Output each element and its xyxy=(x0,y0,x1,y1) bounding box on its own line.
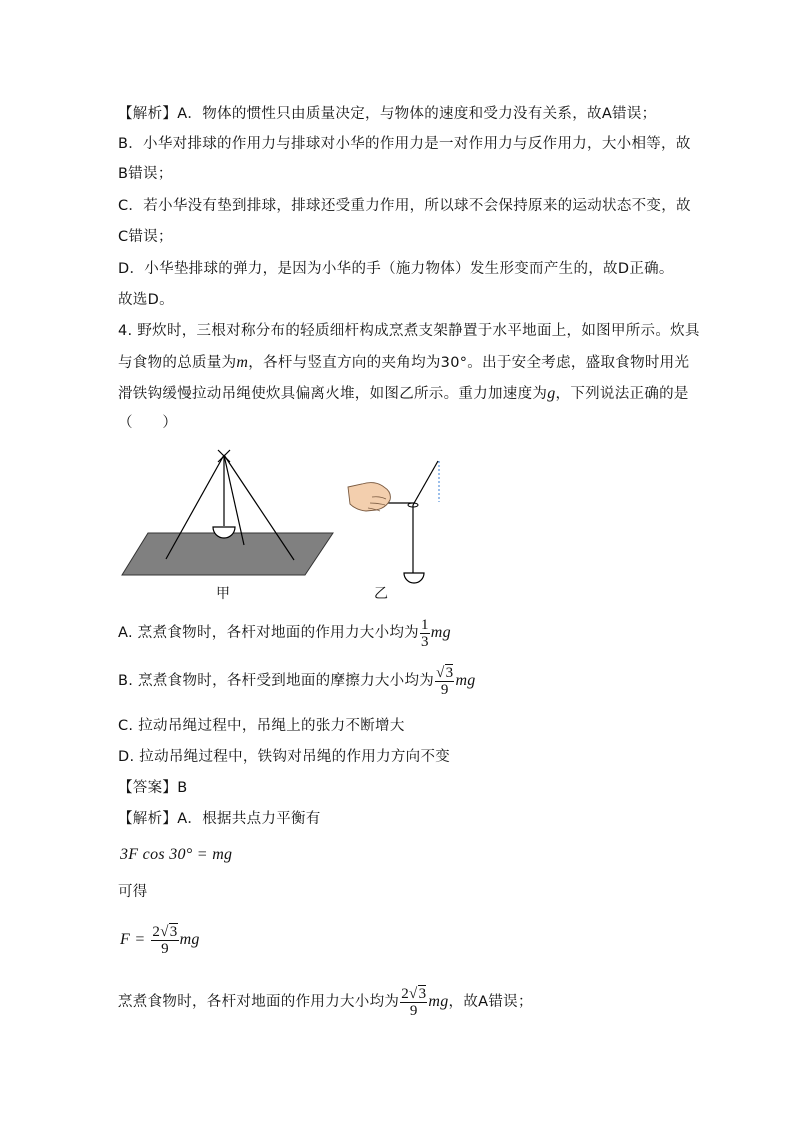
conclusion-radicand: 3 xyxy=(418,985,427,1002)
equation-2-denominator: 9 xyxy=(161,940,169,957)
question-mass-symbol: m xyxy=(236,354,249,371)
equation-1: 3F cos 30° = mg xyxy=(120,846,233,863)
solution-kede: 可得 xyxy=(118,884,148,900)
solution-tag: 【解析】 xyxy=(118,811,178,827)
conclusion-coef: 2 xyxy=(401,985,410,1002)
option-d: D. 拉动吊绳过程中，铁钩对吊绳的作用力方向不变 xyxy=(118,749,451,765)
analysis-tag: 【解析】 xyxy=(118,106,178,122)
ground-plane xyxy=(122,533,333,575)
answer-tag: 【答案】 xyxy=(118,780,178,796)
option-b-fraction xyxy=(435,665,454,698)
option-b-mg: mg xyxy=(455,672,476,689)
option-a-text: A. 烹煮食物时，各杆对地面的作用力大小均为 xyxy=(118,625,419,641)
conclusion-fraction xyxy=(400,986,427,1019)
equation-2-lhs: F = xyxy=(120,931,146,948)
option-a-fraction xyxy=(420,617,430,650)
question-line3-a: 滑铁钩缓慢拉动吊绳使炊具偏离火堆，如图乙所示。重力加速度为 xyxy=(118,386,548,402)
analysis-b-line2: B错误； xyxy=(118,166,173,182)
equation-2-fraction xyxy=(151,924,178,957)
hanging-pot-shape xyxy=(404,573,424,583)
hand-icon xyxy=(348,483,390,511)
conclusion-denominator: 9 xyxy=(409,1002,418,1019)
equation-2-radicand: 3 xyxy=(169,923,178,940)
question-paren: （ ） xyxy=(118,415,178,431)
option-a-mg: mg xyxy=(430,624,451,641)
equation-2-mg: mg xyxy=(179,931,200,948)
option-a-denominator: 3 xyxy=(420,633,429,650)
conclusion-mg: mg xyxy=(428,993,449,1010)
question-line2-b: ，各杆与竖直方向的夹角均为30°。出于安全考虑，盛取食物时用光 xyxy=(248,355,690,371)
option-b-numerator xyxy=(435,665,454,682)
option-a xyxy=(118,615,451,651)
option-c: C. 拉动吊绳过程中，吊绳上的张力不断增大 xyxy=(118,718,405,734)
option-b xyxy=(118,661,476,701)
equation-2-coef: 2 xyxy=(152,923,161,940)
option-b-radicand: 3 xyxy=(445,664,454,681)
option-b-text: B. 烹煮食物时，各杆受到地面的摩擦力大小均为 xyxy=(118,673,435,689)
conclusion-text-b: ，故A错误； xyxy=(448,994,533,1010)
option-a-numerator: 1 xyxy=(420,616,429,633)
solution-conclusion xyxy=(118,980,533,1024)
solution-line-a xyxy=(118,809,321,829)
option-b-denominator: 9 xyxy=(440,681,449,698)
question-line1: 4. 野炊时，三根对称分布的轻质细杆构成烹煮支架静置于水平地面上，如图甲所示。炊具 xyxy=(118,323,700,339)
answer-value: B xyxy=(177,780,188,796)
upper-rope xyxy=(413,461,438,505)
answer-line xyxy=(118,778,187,798)
tripod-figure xyxy=(122,450,333,575)
question-line2-a: 与食物的总质量为 xyxy=(118,355,237,371)
sqrt-sign-icon: √ xyxy=(160,923,169,940)
conclusion-text-a: 烹煮食物时，各杆对地面的作用力大小均为 xyxy=(118,994,400,1010)
sqrt-sign-icon: √ xyxy=(409,985,418,1002)
conclusion-numerator xyxy=(400,986,427,1003)
equation-2 xyxy=(120,918,200,962)
figure-label-yi: 乙 xyxy=(374,586,388,602)
analysis-c-line1: C．若小华没有垫到排球，排球还受重力作用，所以球不会保持原来的运动状态不变，故 xyxy=(118,198,691,214)
sqrt-sign-icon: √ xyxy=(436,664,445,681)
analysis-choose-line: 故选D。 xyxy=(118,292,174,308)
question-line3-b: ，下列说法正确的是 xyxy=(555,386,689,402)
hook-figure xyxy=(348,461,439,583)
figure-label-jia: 甲 xyxy=(216,586,230,602)
analysis-b-line1: B．小华对排球的作用力与排球对小华的作用力是一对作用力与反作用力，大小相等，故 xyxy=(118,136,691,152)
question-g-symbol: g xyxy=(547,385,556,402)
equation-2-numerator xyxy=(151,924,178,941)
solution-a-intro: A．根据共点力平衡有 xyxy=(177,811,321,827)
analysis-c-line2: C错误； xyxy=(118,229,173,245)
analysis-a-text: A．物体的惯性只由质量决定，与物体的速度和受力没有关系，故A错误； xyxy=(177,106,657,122)
analysis-d-line: D．小华垫排球的弹力，是因为小华的手（施力物体）发生形变而产生的，故D正确。 xyxy=(118,261,674,277)
